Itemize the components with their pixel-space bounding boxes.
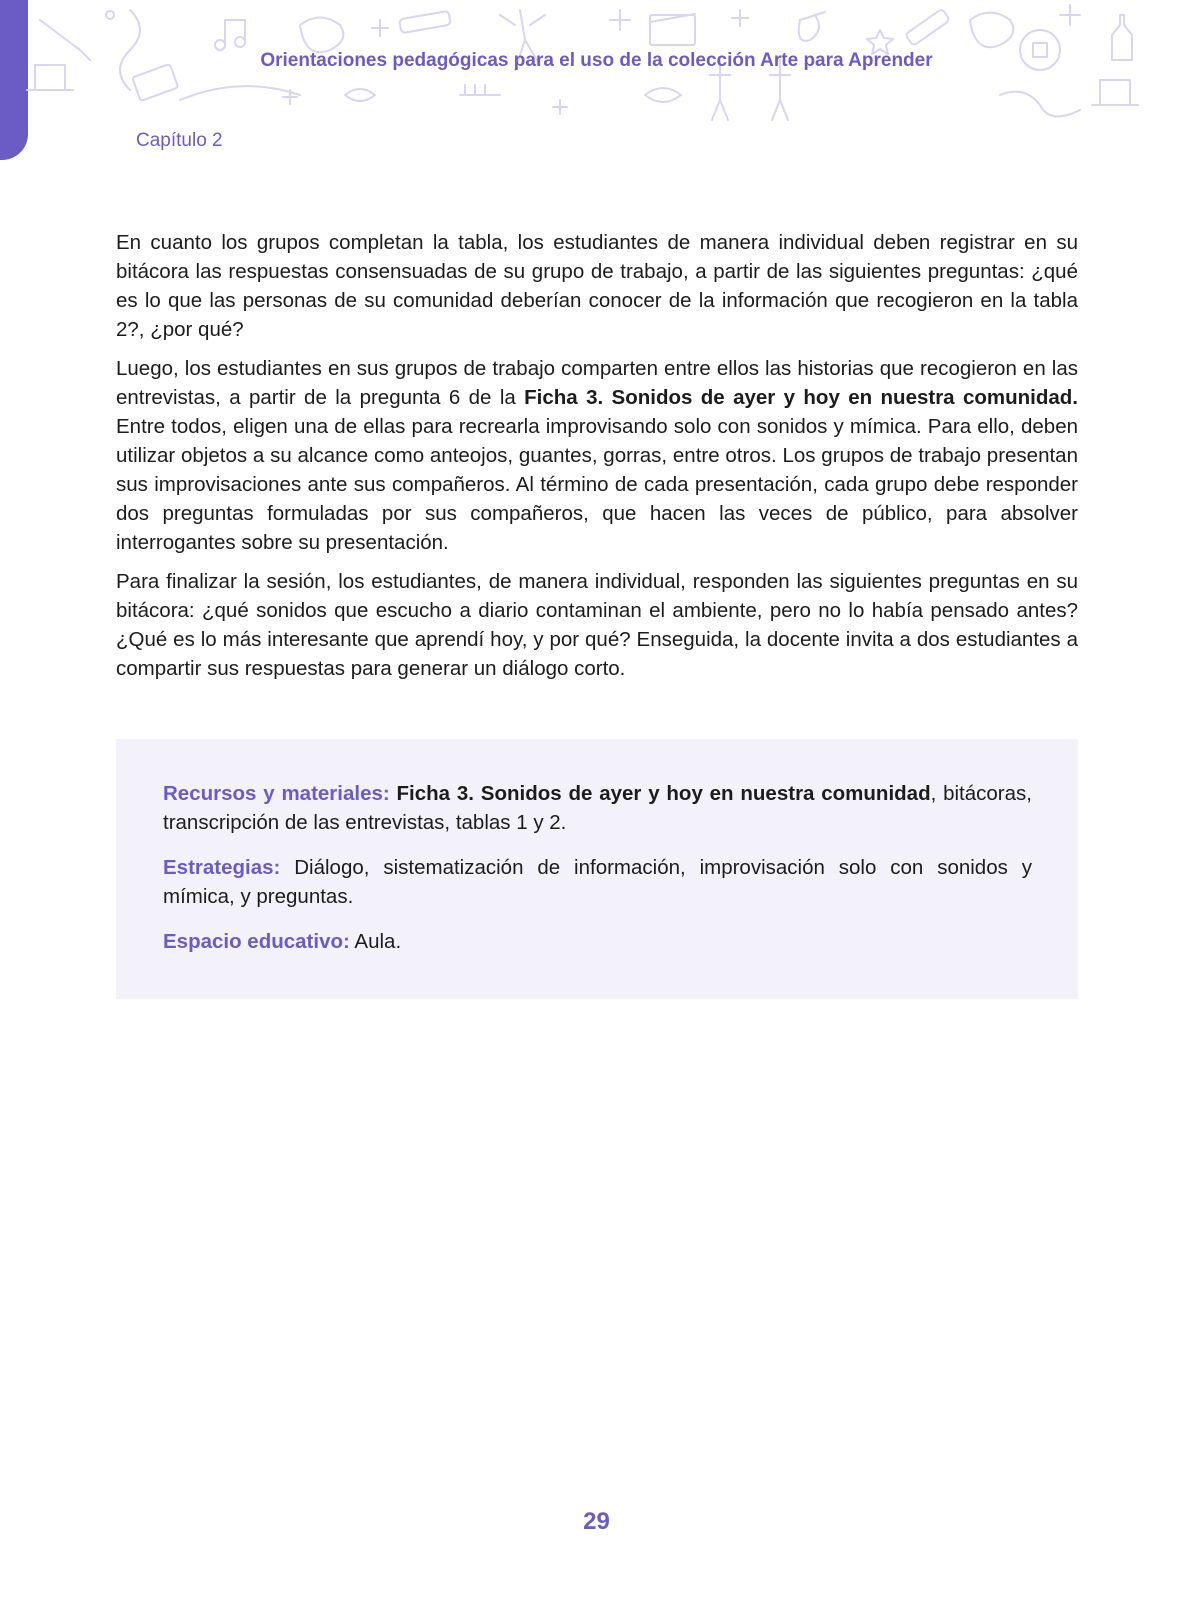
resources-bold: Ficha 3. Sonidos de ayer y hoy en nuestra comunidad (396, 782, 931, 805)
resources-text: , bitácoras, transcripción de las entrevistas, tablas 1 y 2. (163, 782, 1032, 834)
resources-label: Recursos y materiales: (163, 782, 390, 805)
swirl-icon-2 (1000, 92, 1080, 117)
top-hat-icon (1100, 80, 1130, 105)
garland-icon (180, 86, 300, 100)
sparkle-icon (372, 20, 388, 36)
paragraph-2-start: Luego, los estudiantes en sus grupos de trabajo comparten entre ellos las historias que recogieron en las entrevistas, a partir de la pregunta 6 de la (116, 357, 1078, 409)
star-sparkle-icon (106, 11, 114, 19)
eye-icon-2 (645, 88, 681, 102)
paragraph-3: Para finalizar la sesión, los estudiantes, de manera individual, responden las siguientes preguntas en su bitácora: ¿qué sonidos que escucho a diario contaminan el ambiente, pero no lo había pensado antes? ¿Qué es lo más interesante que aprendí hoy, y por qué? Enseguida, la docente invita a dos estudiantes a compartir sus respuestas para generar un diálogo corto. (116, 570, 1078, 680)
sparkle-icon-3 (732, 10, 748, 26)
strategies-line (163, 853, 1032, 911)
guitar-icon (799, 12, 825, 41)
comb-icon (460, 85, 500, 95)
palette-icon-2 (970, 13, 1013, 48)
strategies-text: Diálogo, sistematización de información, improvisación solo con sonidos y mímica, y preguntas. (163, 856, 1032, 908)
paragraph-2-bold: Ficha 3. Sonidos de ayer y hoy en nuestra comunidad. (524, 386, 1078, 409)
eye-icon (345, 89, 375, 101)
resources-line (163, 779, 1032, 837)
page-number: 29 (583, 1508, 610, 1535)
clapperboard-icon (650, 15, 695, 45)
palette-icon (300, 18, 343, 53)
space-text: Aula. (349, 930, 402, 953)
paragraph-2-end: Entre todos, eligen una de ellas para recrearla improvisando solo con sonidos y mímica. Para ello, deben utilizar objetos a su alcance como anteojos, guantes, gorras, entre otros. Los grupos de trabajo presentan sus improvisaciones ante sus compañeros. Al término de cada presentación, cada grupo debe responder dos preguntas formuladas por sus compañeros, que hacen las veces de público, para absolver interrogantes sobre su presentación. (116, 415, 1078, 554)
strategies-label: Estrategias: (163, 856, 281, 879)
paragraph-1: En cuanto los grupos completan la tabla, los estudiantes de manera individual deben registrar en su bitácora las respuestas consensuadas de su grupo de trabajo, a partir de las siguientes preguntas: ¿qué es lo que las personas de su comunidad deberían conocer de la información que recogieron en la tabla 2?, ¿por qué? (116, 231, 1078, 341)
resources-box (116, 739, 1078, 999)
paint-tube-icon (399, 11, 451, 33)
main-body (116, 228, 1078, 693)
sparkle-icon-4 (1060, 5, 1080, 25)
chapter-label: Capítulo 2 (136, 130, 223, 151)
paragraph-2 (116, 354, 1078, 557)
sparkle-icon-5 (553, 100, 567, 114)
space-label: Espacio educativo: (163, 930, 350, 953)
sparkle-icon-6 (283, 90, 297, 104)
paint-tube-icon-2 (905, 9, 950, 46)
document-header-title: Orientaciones pedagógicas para el uso de la colección Arte para Aprender (260, 50, 933, 71)
sparkle-icon-2 (610, 10, 630, 30)
space-line (163, 927, 1032, 956)
